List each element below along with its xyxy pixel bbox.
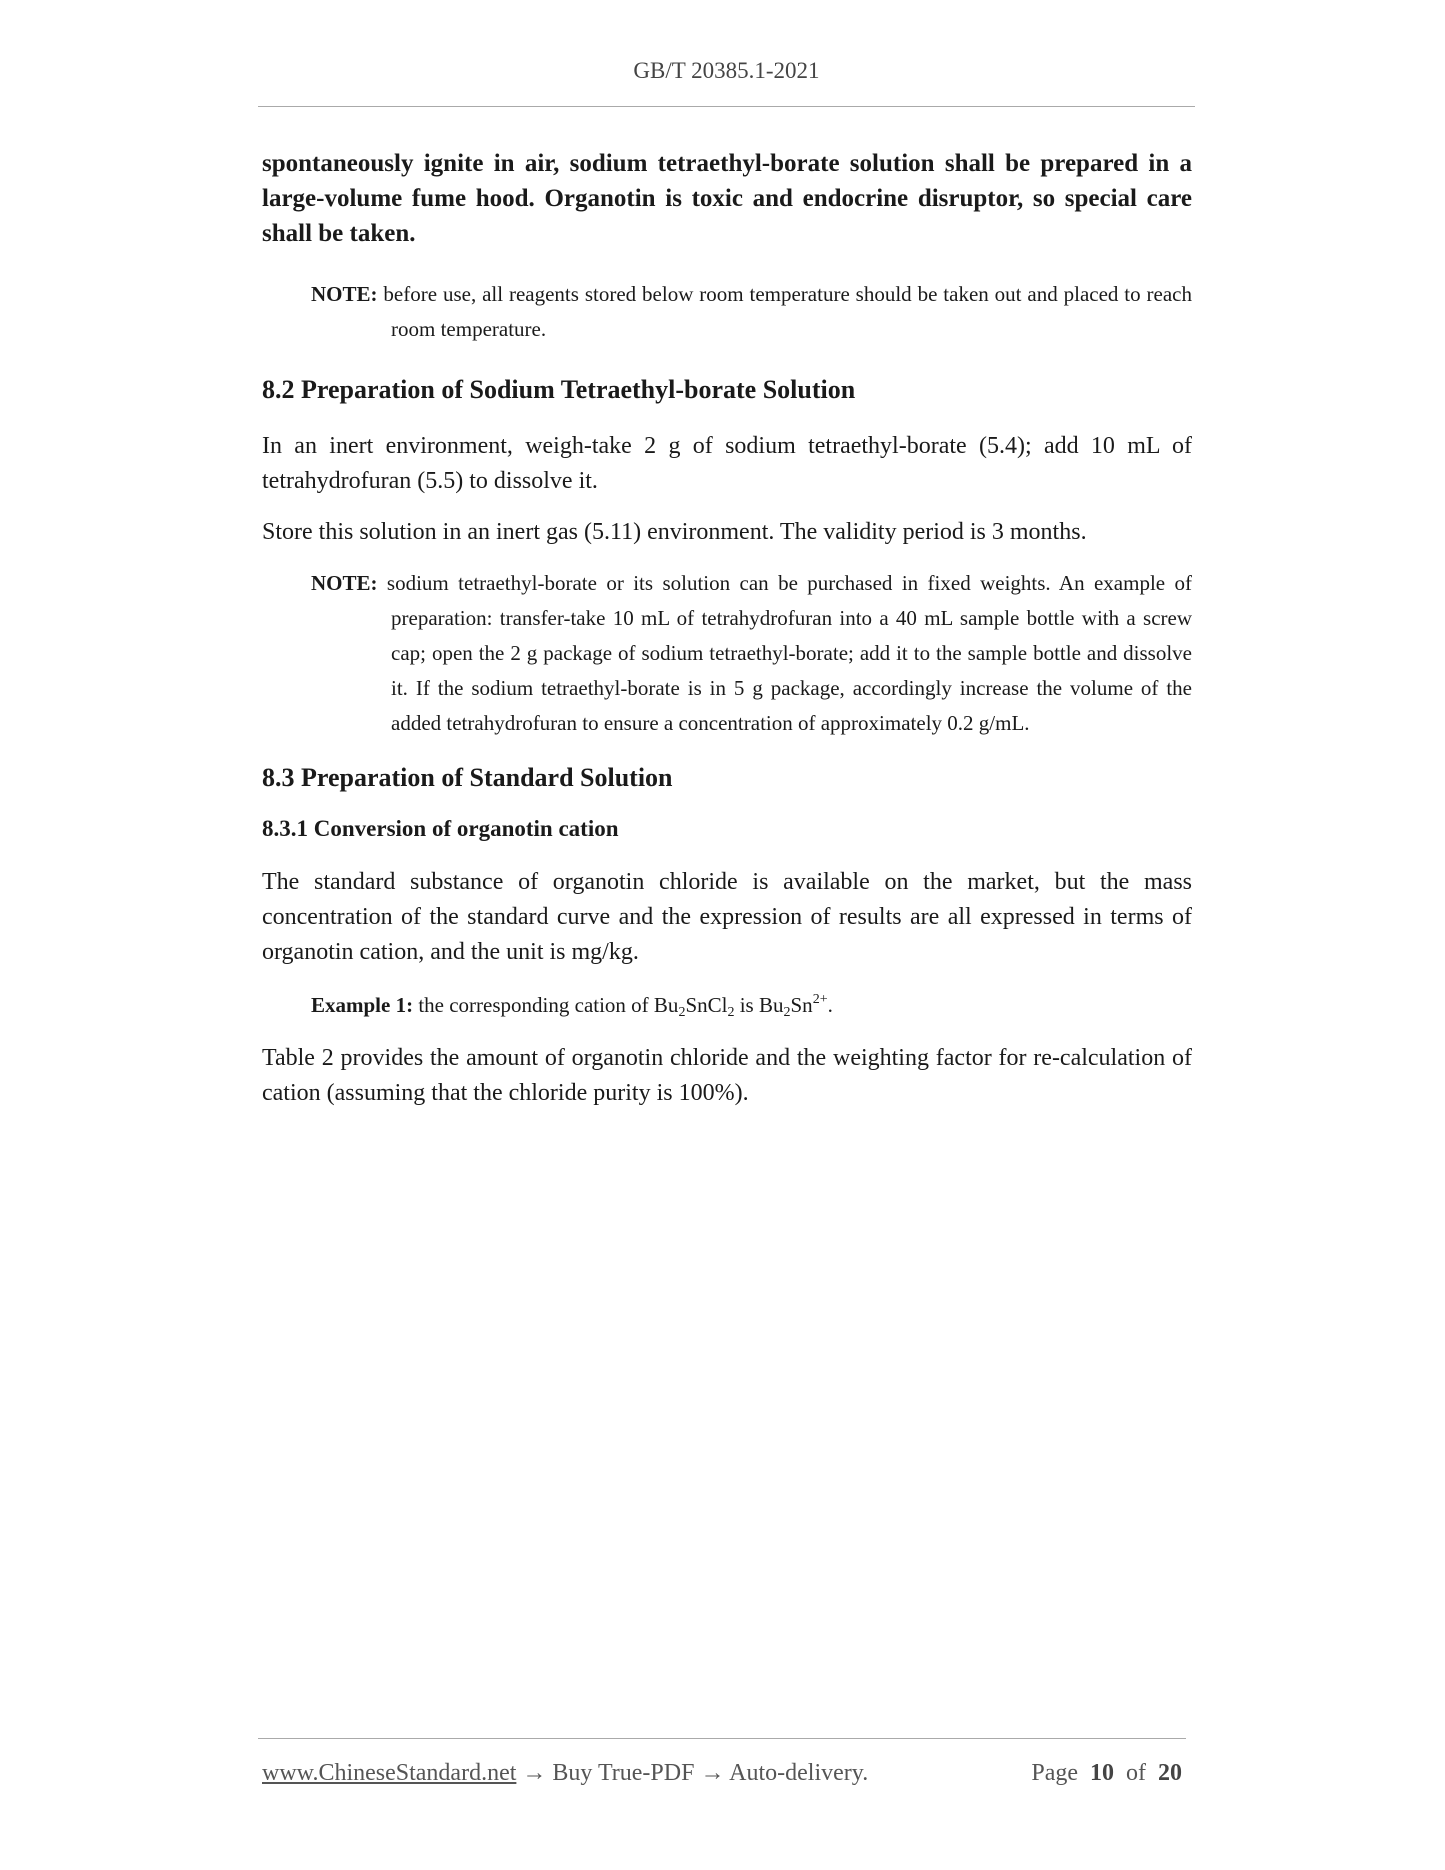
buy-pdf-text: Buy True-PDF <box>552 1760 695 1786</box>
total-pages: 20 <box>1158 1760 1182 1786</box>
example-1 <box>262 988 1192 1023</box>
running-header: GB/T 20385.1-2021 <box>633 58 820 83</box>
arrow-right-icon: → <box>700 1760 725 1786</box>
formula-cation: $Bu_2Sn^{2+}$ <box>758 992 828 1020</box>
note-label: NOTE: <box>311 282 378 306</box>
page-footer <box>262 1760 1182 1787</box>
auto-delivery-text: Auto-delivery. <box>729 1760 869 1786</box>
website-link[interactable]: www.ChineseStandard.net <box>262 1760 517 1786</box>
example-text-mid: is <box>739 993 754 1017</box>
note-text: sodium tetraethyl-borate or its solution can be purchased in fixed weights. An example of preparation: transfer-take 10 mL of tetrahydrofuran into a 40 mL sample bottle with a screw cap; open the 2 g package of sodium tetraethyl-borate; add it to the sample bottle and dissolve it. If the sodium tetraethyl-borate is in 5 g package, accordingly increase the volume of the added tetrahydrofuran to ensure a concentration of approximately 0.2 g/mL. <box>386 571 1193 735</box>
paragraph-store-solution: Store this solution in an inert gas (5.11) environment. The validity period is 3 months. <box>262 519 1087 545</box>
current-page: 10 <box>1090 1760 1114 1786</box>
example-text: the corresponding cation of <box>418 993 649 1017</box>
footer-promo <box>262 1760 868 1787</box>
paragraph-organotin-standard: The standard substance of organotin chloride is available on the market, but the mass concentration of the standard curve and the expression of results are all expressed in terms of organotin cation, and the unit is mg/kg. <box>262 869 1192 965</box>
arrow-right-icon: → <box>522 1760 547 1786</box>
formula-chloride: $Bu_2SnCl_2$ <box>653 993 735 1020</box>
paragraph-table-2-reference: Table 2 provides the amount of organotin chloride and the weighting factor for re-calculation of cation (assuming that the chloride purity is 100%). <box>262 1045 1192 1106</box>
note-purchase-borate <box>262 566 1192 741</box>
page-number: Page 10 of 20 <box>1031 1760 1182 1786</box>
footer-divider <box>258 1738 1186 1739</box>
note-room-temperature <box>262 277 1192 347</box>
header-divider <box>258 106 1195 107</box>
note-label: NOTE: <box>311 571 378 595</box>
section-heading-8-3: 8.3 Preparation of Standard Solution <box>262 763 673 792</box>
page-content <box>262 146 1192 1111</box>
subsection-heading-8-3-1: 8.3.1 Conversion of organotin cation <box>262 816 619 841</box>
note-text: before use, all reagents stored below room temperature should be taken out and placed to reach room temperature. <box>383 282 1192 341</box>
paragraph-weigh-borate: In an inert environment, weigh-take 2 g of sodium tetraethyl-borate (5.4); add 10 mL of tetrahydrofuran (5.5) to dissolve it. <box>262 433 1192 494</box>
section-heading-8-2: 8.2 Preparation of Sodium Tetraethyl-borate Solution <box>262 375 856 404</box>
example-label: Example 1: <box>311 993 414 1017</box>
safety-warning: spontaneously ignite in air, sodium tetraethyl-borate solution shall be prepared in a large-volume fume hood. Organotin is toxic and endocrine disruptor, so special care shall be taken. <box>262 150 1192 247</box>
example-text-end: . <box>827 993 833 1017</box>
